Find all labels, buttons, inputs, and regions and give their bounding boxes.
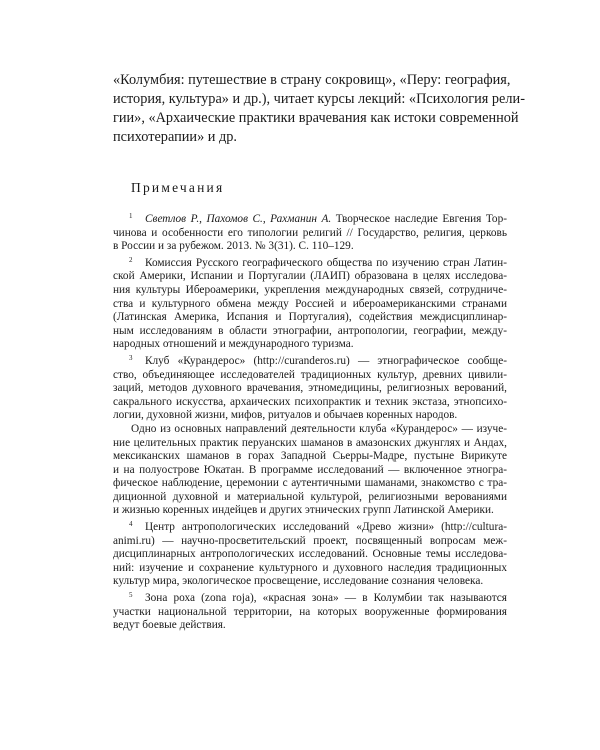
note-2 [113,254,507,352]
note-line: Одно из основных направлений деятельности клуба «Курандерос» — изуче- [131,422,507,435]
note-line: animi.ru) — научно-просветительский проект, посвященный вопросам меж- [113,534,507,547]
main-text-line: «Колумбия: путешествие в страну сокровищ», «Перу: география, [113,72,511,88]
main-text-line: гии», «Архаические практики врачевания как истоки современной [113,110,519,126]
note-line: ние целительных практик перуанских шаманов в амазонских джунглях и Андах, [113,436,507,449]
note-line: ства и культурного обмена между Россией и ибероамериканскими странами [113,297,507,310]
note-5 [113,589,507,633]
note-line: участки национальной территории, на которых вооруженные формирования [113,605,507,618]
note-1 [113,210,507,254]
notes-list [113,210,507,633]
note-number: 4 [129,520,133,529]
note-line: и жизнью коренных индейцев и других этнических групп Латинской Америки. [113,504,494,517]
note-line [113,518,507,535]
note-4 [113,518,507,589]
note-line: заций, методов духовного врачевания, этномедицины, религиозных верований, [113,382,507,395]
note-line: ным исследованиям в области этнографии, антропологии, географии, между- [113,324,507,337]
note-line: сакрального искусства, архаических психопрактик и техник экстаза, этнопсихо- [113,395,507,408]
note-line: ния культуры Ибероамерики, укрепления международных связей, сотрудниче- [113,283,507,296]
note-line: в России и за рубежом. 2013. № 3(31). С. 110–129. [113,240,354,253]
note-authors: Светлов Р., Пахомов С., Рахманин А. [145,213,332,225]
note-line: народных отношений и международного туризма. [113,338,354,351]
note-text: Творческое наследие Евгения Тор- [331,213,507,225]
note-line [113,210,507,227]
note-line: ведут боевые действия. [113,619,226,632]
note-line: (Латинская Америка, Испания и Португалия), содействия междисциплинар- [113,311,507,324]
note-3 [113,352,507,423]
note-number: 3 [129,353,133,362]
note-number: 5 [129,591,133,600]
note-line: чинова и особенности его типологии религий // Государство, религия, церковь [113,226,507,239]
note-line: ний: изучение и сохранение культурного и духовного наследия традиционных [113,561,507,574]
main-text-line: психотерапии» и др. [113,129,238,145]
note-line: фическое наблюдение, церемонии с аутентичными шаманами, знакомство с тра- [113,477,507,490]
note-text: Комиссия Русского географического общества по изучению стран Латин- [145,256,507,269]
note-line: и на полуострове Юкатан. В программе исследований — включенное этногра- [113,463,507,476]
note-line: ской Америки, Испании и Португалии (ЛАИП) образована в целях исследова- [113,270,507,283]
note-line: мексиканских шаманов в горах Западной Сьерры-Мадре, пустыне Вирикуте [113,450,507,463]
note-number: 2 [129,255,133,264]
note-number: 1 [129,212,133,220]
note-line: культур мира, экологическое просвещение, исследование сознания человека. [113,575,484,588]
main-text-paragraph [113,71,525,147]
note-line: ство, объединяющее исследователей традиционных культур, древних цивили- [113,368,507,381]
note-line: диционной духовной и материальной культурой, религиозными верованиями [113,490,507,503]
note-line [113,589,507,606]
note-text: Зона роха (zona roja), «красная зона» — в Колумбии так называются [145,592,507,605]
note-line: дисциплинарных антропологических исследований. Основные темы исследова- [113,548,507,561]
main-text-line: история, культура» и др.), читает курсы лекций: «Психология рели- [113,91,525,107]
note-line [113,254,507,271]
note-3-continuation [113,423,507,518]
note-line: логии, духовной жизни, мифов, ритуалов и обычаев коренных народов. [113,409,458,422]
notes-heading: Примечания [131,180,225,195]
note-text: Центр антропологических исследований «Древо жизни» (http://cultura- [145,521,507,534]
note-line [113,352,507,369]
note-text: Клуб «Курандерос» (http://curanderos.ru) — этнографическое сообще- [145,354,507,367]
